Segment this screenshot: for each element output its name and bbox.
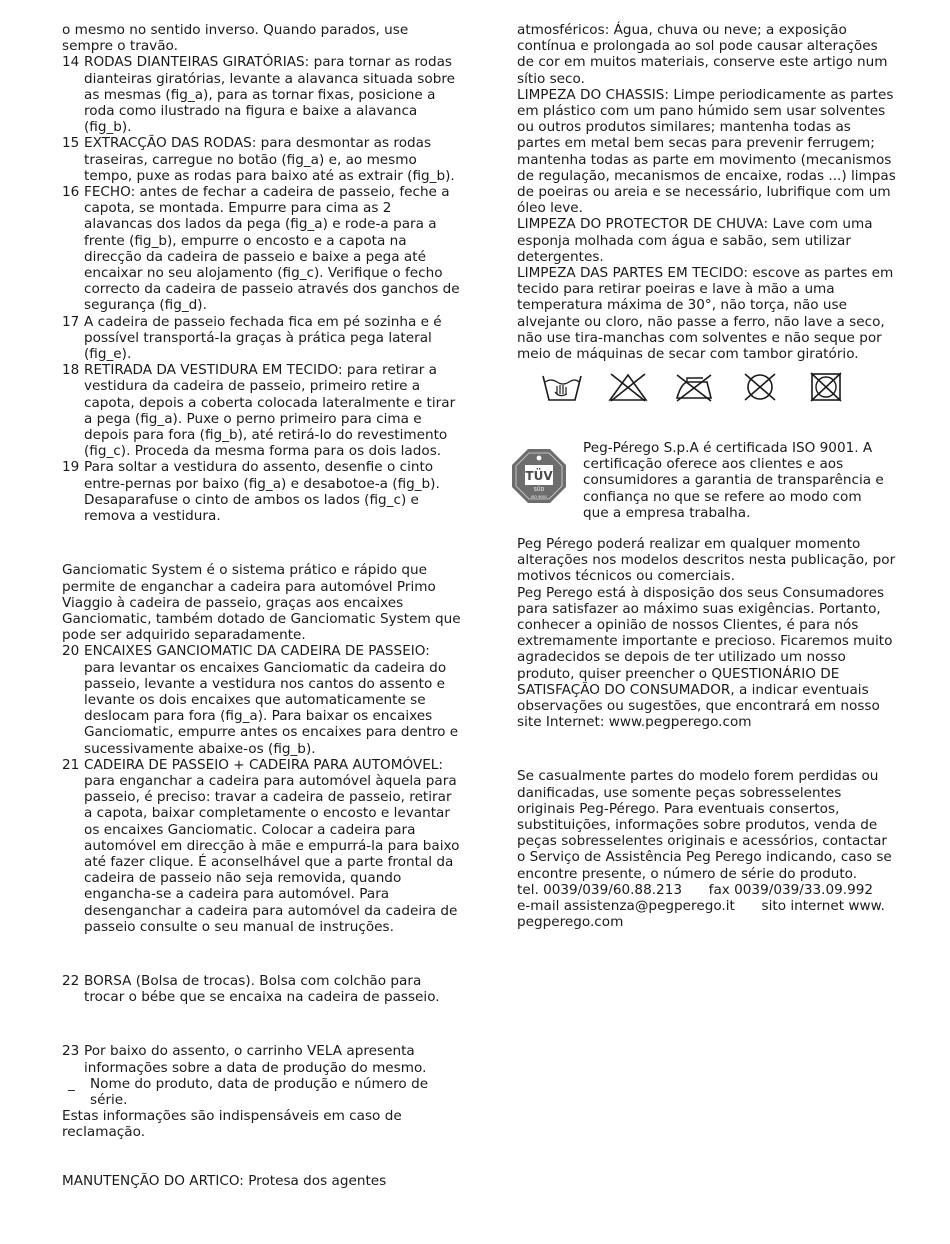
hand-wash-icon [541, 372, 583, 402]
item-text: EXTRACÇÃO DAS RODAS: para desmontar as rodas traseiras, carregue no botão (fig_a) e, ao mesmo tempo, puxe as rodas para baixo até as extrair (fig_b). [84, 135, 455, 184]
instruction-item-16 [62, 184, 462, 314]
no-dry-clean-icon [739, 372, 781, 402]
item-number: 20 [62, 643, 80, 660]
item-number: 17 [62, 313, 80, 330]
tuv-main-text: TÜV [525, 469, 553, 483]
item-text: RETIRADA DA VESTIDURA EM TECIDO: para retirar a vestidura da cadeira de passeio, primeiro retire a capota, depois a coberta colocada lateralmente e tirar a pega (fig_a). Puxe o perno primeiro para cima e depois para fora (fig_b), até retirá-lo do revestimento (fig_c). Proceda da mesma forma para os dois lados. [84, 362, 456, 460]
fax-number: fax 0039/039/33.09.992 [708, 881, 874, 898]
instruction-item-18 [62, 362, 462, 459]
item-number: 23 [62, 1043, 80, 1060]
spare-parts-paragraph: Se casualmente partes do modelo forem perdidas ou danificadas, use somente peças sobresselentes originais Peg-Pérego. Para eventuais consertos, substituições, informações sobre produtos, venda de peças sobresselentes originais e acessórios, contactar o Serviço de Assistência Peg Perego indicando, caso se encontre presente, o número de série do produto. [517, 768, 892, 882]
ganciomatic-intro: Ganciomatic System é o sistema prático e rápido que permite de enganchar a cadeira para automóvel Primo Viaggio à cadeira de passeio, graças aos encaixes Ganciomatic, também dotado de Ganciomatic System que pode ser adquirido separadamente. [62, 562, 461, 644]
instruction-item-15 [62, 135, 462, 184]
right-column-lower [517, 536, 897, 930]
email-address: e-mail assistenza@pegperego.it [517, 898, 735, 915]
tuv-sud-logo-icon [511, 448, 567, 504]
item-text: FECHO: antes de fechar a cadeira de passeio, feche a capota, se montada. Empurre para cima as 2 alavancas dos lados da pega (fig_a) e rode-a para a frente (fig_b), empurre o encosto e a capota na direcção da cadeira de passeio e baixe a pega até encaixar no seu alojamento (fig_c). Verifique o fecho correcto da cadeira de passeio através dos ganchos de segurança (fig_d). [84, 184, 460, 314]
left-column [62, 22, 462, 1189]
intro-text: o mesmo no sentido inverso. Quando parados, use sempre o travão. [62, 22, 409, 55]
tuv-iso-text: ISO 9001 [530, 495, 548, 499]
item-number: 15 [62, 135, 80, 152]
no-bleach-icon [607, 372, 649, 402]
tuv-sub-text: SÜD [533, 487, 545, 493]
item-text: CADEIRA DE PASSEIO + CADEIRA PARA AUTOMÓVEL: para enganchar a cadeira para automóvel àquela para passeio, é preciso: travar a cadeira de passeio, retirar a capota, baixar completamente o encosto e levantar os encaixes Ganciomatic. Colocar a cadeira para automóvel em direcção à mãe e empurrá-la para baixo até fazer clique. É aconselhável que a parte frontal da cadeira de passeio não seja removida, quando engancha-se a cadeira para automóvel. Para desenganchar a cadeira para automóvel da cadeira de passeio consulte o seu manual de instruções. [84, 756, 460, 935]
item-text: ENCAIXES GANCIOMATIC DA CADEIRA DE PASSEIO: para levantar os encaixes Ganciomatic da cadeira do passeio, levante a vestidura nos cantos do assento e levante os dois encaixes que automaticamente se deslocam para fora (fig_a). Para baixar os encaixes Ganciomatic, empurre antes os encaixes para dentro e sucessivamente abaixe-os (fig_b). [84, 643, 459, 757]
iso-certification-text: Peg-Pérego S.p.A é certificada ISO 9001. A certificação oferece aos clientes e aos consumidores a garantia de transparência e confiança no que se refere ao modo com que a empresa trabalha. [583, 440, 884, 521]
instruction-item-19 [62, 459, 462, 524]
item-text: Por baixo do assento, o carrinho VELA apresenta informações sobre a data de produção do mesmo. [84, 1043, 427, 1076]
certification-block [511, 440, 891, 521]
item-text: Nome do produto, data de produção e número de série. [90, 1075, 429, 1108]
fabric-cleaning-paragraph: LIMPEZA DAS PARTES EM TECIDO: escove as partes em tecido para retirar poeiras e lave à mão a uma temperatura máxima de 30°, não torça, não use alvejante ou cloro, não passe a ferro, não lave a seco, não use tira-manchas com solventes e não seque por meio de máquinas de secar com tambor giratório. [517, 265, 894, 363]
rain-cover-cleaning-paragraph: LIMPEZA DO PROTECTOR DE CHUVA: Lave com uma esponja molhada com água e sabão, sem utilizar detergentes. [517, 216, 873, 265]
customer-survey-paragraph: Peg Perego está à disposição dos seus Consumadores para satisfazer ao máximo suas exigências. Portanto, conhecer a opinião de nossos Clientes, é para nós extremamente importante e precioso. Ficaremos muito agradecidos se depois de ter utilizado um nosso produto, quiser preencher o QUESTIONÁRIO DE SATISFAÇÃO DO CONSUMADOR, a indicar eventuais observações ou sugestões, que encontrará em nosso site Internet: www.pegperego.com [517, 584, 893, 731]
item-text: BORSA (Bolsa de trocas). Bolsa com colchão para trocar o bébe que se encaixa na cadeira de passeio. [84, 972, 440, 1006]
weather-paragraph: atmosféricos: Água, chuva ou neve; a exposição contínua e prolongada ao sol pode causar alterações de cor em muitos materiais, conserve este artigo num sítio seco. [517, 22, 888, 87]
item-number: 18 [62, 362, 80, 379]
item-number: 21 [62, 756, 80, 773]
website: sito internet www. pegperego.com [517, 898, 885, 931]
right-column [517, 22, 897, 402]
instruction-item-20 [62, 643, 462, 756]
item-text: RODAS DIANTEIRAS GIRATÓRIAS: para tornar as rodas dianteiras giratórias, levante a alavanca situada sobre as mesmas (fig_a), para as tornar fixas, posicione a roda como ilustrado na figura e baixe a alavanca (fig_b). [84, 54, 455, 136]
item-text: Para soltar a vestidura do assento, desenfie o cinto entre-pernas por baixo (fig_a) e desabotoe-a (fig_b). Desaparafuse o cinto de ambos os lados (fig_c) e remova a vestidura. [84, 459, 440, 525]
item-number: 22 [62, 972, 80, 989]
instruction-item-14 [62, 54, 462, 135]
phone-number: tel. 0039/039/60.88.213 [517, 881, 682, 898]
no-tumble-dry-icon [805, 372, 847, 402]
instruction-item-23 [62, 1043, 462, 1075]
contact-line-web [517, 898, 897, 930]
item-bullet: _ [68, 1075, 75, 1092]
item-number: 16 [62, 184, 80, 201]
item-number: 14 [62, 54, 80, 71]
chassis-cleaning-paragraph: LIMPEZA DO CHASSIS: Limpe periodicamente as partes em plástico com um pano húmido sem usar solventes ou outros produtos similares; mantenha todas as partes em metal bem secas para prevenir ferrugem; mantenha todas as parte em movimento (mecanismos de regulação, mecanismos de encaixe, rodas ...) limpas de poeiras ou areia e se necessário, lubrifique com um óleo leve. [517, 86, 896, 217]
instruction-item-17 [62, 314, 462, 363]
item-number: 19 [62, 459, 80, 476]
changes-notice: Peg Pérego poderá realizar em qualquer momento alterações nos modelos descritos nesta publicação, por motivos técnicos ou comerciais. [517, 536, 896, 585]
instruction-item-22 [62, 973, 462, 1005]
instruction-item-23-detail [62, 1076, 462, 1108]
care-symbols [541, 372, 897, 402]
item-23-note: Estas informações são indispensáveis em caso de reclamação. [62, 1108, 402, 1141]
contact-line-phone [517, 882, 897, 898]
maintenance-heading: MANUTENÇÃO DO ARTICO: Protesa dos agentes [62, 1172, 387, 1189]
no-iron-icon [673, 372, 715, 402]
item-text: A cadeira de passeio fechada fica em pé sozinha e é possível transportá-la graças à prática pega lateral (fig_e). [84, 313, 442, 363]
instruction-item-21 [62, 757, 462, 935]
